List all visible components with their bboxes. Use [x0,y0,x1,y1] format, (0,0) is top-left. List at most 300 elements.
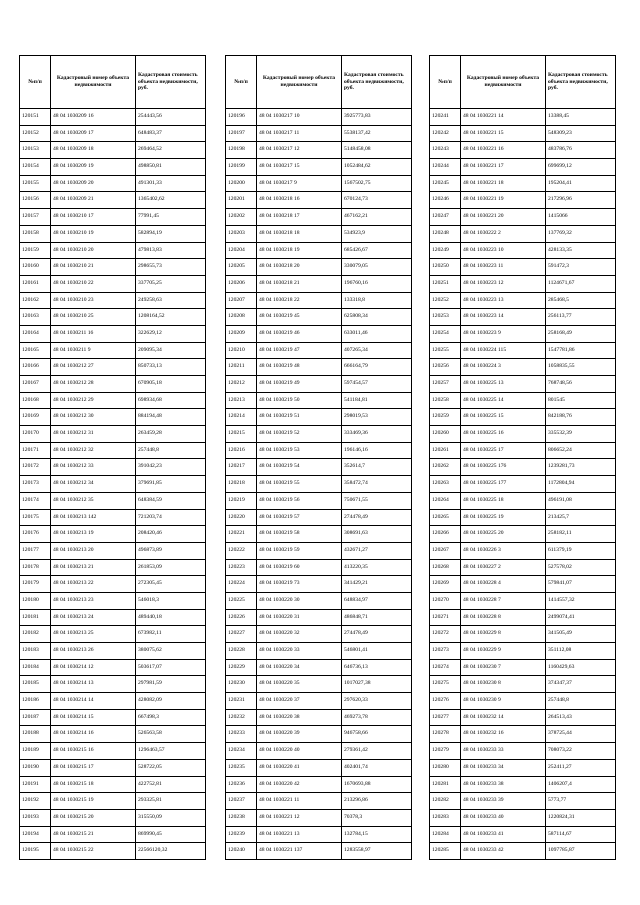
row-number: 120230 [226,676,257,693]
table-row [226,776,412,793]
row-number: 120176 [20,526,51,543]
cadastral-number: 48 04 1030210 20 [51,242,136,259]
cadastral-cost: 708073,22 [546,743,616,760]
table-row [20,676,206,693]
cadastral-number: 48 04 1030220 31 [257,609,342,626]
table-row [226,826,412,843]
table-row [226,759,412,776]
cadastral-cost: 633011,46 [342,325,412,342]
cadastral-cost: 582894,19 [136,225,206,242]
cadastral-cost: 699699,12 [546,159,616,176]
table-row [226,392,412,409]
row-number: 120211 [226,359,257,376]
row-number: 120274 [430,659,461,676]
row-number: 120235 [226,759,257,776]
cadastral-cost: 213296,86 [342,793,412,810]
cadastral-number: 48 04 1030221 18 [461,175,546,192]
cadastral-cost: 132784,15 [342,826,412,843]
table-row [20,426,206,443]
cadastral-number: 48 04 1030221 15 [461,125,546,142]
table-row [430,476,616,493]
table-row [20,142,206,159]
cadastral-cost: 252411,27 [546,759,616,776]
table-row [430,225,616,242]
cadastral-cost: 2499074,41 [546,609,616,626]
table-row [226,809,412,826]
cadastral-cost: 483786,76 [546,142,616,159]
table-row [226,359,412,376]
row-number: 120160 [20,259,51,276]
cadastral-cost: 330079,05 [342,259,412,276]
table-row [20,826,206,843]
cadastral-cost: 402401,74 [342,759,412,776]
row-number: 120201 [226,192,257,209]
cadastral-number: 48 04 1030219 45 [257,309,342,326]
cadastral-cost: 351112,08 [546,643,616,660]
cadastral-cost: 528722,05 [136,759,206,776]
cadastral-number: 48 04 1030209 19 [51,159,136,176]
cadastral-cost: 391042,23 [136,459,206,476]
table-row [226,509,412,526]
table-row [20,175,206,192]
cadastral-number: 48 04 1030220 39 [257,726,342,743]
header-num: №п/п [226,56,257,109]
row-number: 120208 [226,309,257,326]
table-row [430,209,616,226]
cadastral-cost: 721203,74 [136,509,206,526]
table-row [20,192,206,209]
header-num: №п/п [430,56,461,109]
table-row [20,342,206,359]
cadastral-number: 48 04 1030213 24 [51,609,136,626]
row-number: 120266 [430,526,461,543]
table-row [430,743,616,760]
row-number: 120276 [430,693,461,710]
row-number: 120217 [226,459,257,476]
cadastral-number: 48 04 1030228 4 [461,576,546,593]
cadastral-number: 48 04 1030219 50 [257,392,342,409]
cadastral-number: 48 04 1030225 19 [461,509,546,526]
cadastral-number: 48 04 1030225 16 [461,426,546,443]
table-row [20,209,206,226]
table-row [20,843,206,860]
table-row [226,325,412,342]
table-row [226,476,412,493]
cadastral-number: 48 04 1030211 16 [51,325,136,342]
cadastral-cost: 869990,45 [136,826,206,843]
cadastral-number: 48 04 1030214 15 [51,709,136,726]
cadastral-cost: 1283558,97 [342,843,412,860]
cadastral-cost: 358472,74 [342,476,412,493]
table-row [20,392,206,409]
table-row [226,676,412,693]
cadastral-number: 48 04 1030215 20 [51,809,136,826]
cadastral-cost: 428082,09 [136,693,206,710]
cadastral-cost: 322629,12 [136,325,206,342]
table-row [226,743,412,760]
row-number: 120253 [430,309,461,326]
table-row [430,409,616,426]
cadastral-number: 48 04 1030229 9 [461,643,546,660]
row-number: 120151 [20,109,51,126]
cadastral-number: 48 04 1030233 41 [461,826,546,843]
table-row [226,492,412,509]
cadastral-cost: 685426,67 [342,242,412,259]
row-number: 120216 [226,442,257,459]
cadastral-number: 48 04 1030223 12 [461,275,546,292]
row-number: 120180 [20,592,51,609]
row-number: 120285 [430,843,461,860]
cadastral-cost: 298655,73 [136,259,206,276]
cadastral-cost: 208420,46 [136,526,206,543]
table-row [226,192,412,209]
table-row [430,175,616,192]
row-number: 120172 [20,459,51,476]
cadastral-cost: 1415066 [546,209,616,226]
cadastral-number: 48 04 1030220 41 [257,759,342,776]
table-row [430,626,616,643]
row-number: 120255 [430,342,461,359]
table-row [430,542,616,559]
table-row [430,576,616,593]
cadastral-number: 48 04 1030220 33 [257,643,342,660]
row-number: 120284 [430,826,461,843]
table-body [20,109,206,860]
row-number: 120254 [430,325,461,342]
cadastral-cost: 428133,35 [546,242,616,259]
table-row [226,309,412,326]
cadastral-cost: 591472,3 [546,259,616,276]
cadastral-number: 48 04 1030215 16 [51,743,136,760]
cadastral-cost: 526563,58 [136,726,206,743]
table-row [20,559,206,576]
cadastral-number: 48 04 1030213 19 [51,526,136,543]
cadastral-cost: 264513,43 [546,709,616,726]
row-number: 120256 [430,359,461,376]
cadastral-cost: 341429,21 [342,576,412,593]
cadastral-number: 48 04 1030215 22 [51,843,136,860]
cadastral-number: 48 04 1030218 20 [257,259,342,276]
cadastral-number: 48 04 1030210 23 [51,292,136,309]
cadastral-number: 48 04 1030225 13 [461,376,546,393]
table-row [20,576,206,593]
cadastral-cost: 486848,71 [342,609,412,626]
row-number: 120153 [20,142,51,159]
row-number: 120231 [226,693,257,710]
cadastral-number: 48 04 1030218 22 [257,292,342,309]
row-number: 120226 [226,609,257,626]
cadastral-cost: 335532,39 [546,426,616,443]
table-row [20,125,206,142]
cadastral-number: 48 04 1030214 12 [51,659,136,676]
cadastral-cost: 422752,81 [136,776,206,793]
row-number: 120282 [430,793,461,810]
cadastral-number: 48 04 1030209 20 [51,175,136,192]
cadastral-cost: 698934,68 [136,392,206,409]
row-number: 120170 [20,426,51,443]
table-row [226,459,412,476]
row-number: 120198 [226,142,257,159]
cadastral-number: 48 04 1030221 137 [257,843,342,860]
cadastral-number: 48 04 1030233 39 [461,793,546,810]
table-row [430,643,616,660]
row-number: 120270 [430,592,461,609]
row-number: 120242 [430,125,461,142]
row-number: 120220 [226,509,257,526]
table-row [20,325,206,342]
cadastral-cost: 297620,33 [342,693,412,710]
header-cadastral: Кадастровый номер объекта недвижимости [257,56,342,109]
table-row [20,292,206,309]
row-number: 120237 [226,793,257,810]
cadastral-number: 48 04 1030210 22 [51,275,136,292]
cadastral-cost: 673982,11 [136,626,206,643]
cadastral-number: 48 04 1030217 11 [257,125,342,142]
cadastral-cost: 209095,34 [136,342,206,359]
table-row [226,275,412,292]
row-number: 120171 [20,442,51,459]
header-cost: Кадастровая стоимость объекта недвижимости, руб. [136,56,206,109]
cadastral-cost: 298019,53 [342,409,412,426]
row-number: 120239 [226,826,257,843]
table-row [20,659,206,676]
cadastral-cost: 257448,8 [546,693,616,710]
cadastral-cost: 648834,97 [342,592,412,609]
cadastral-number: 48 04 1030223 9 [461,325,546,342]
row-number: 120195 [20,843,51,860]
row-number: 120188 [20,726,51,743]
table-row [20,526,206,543]
row-number: 120258 [430,392,461,409]
cadastral-number: 48 04 1030213 21 [51,559,136,576]
row-number: 120169 [20,409,51,426]
table-body [226,109,412,860]
cadastral-cost: 1220824,31 [546,809,616,826]
cadastral-number: 48 04 1030232 16 [461,726,546,743]
cadastral-number: 48 04 1030221 17 [461,159,546,176]
cadastral-cost: 1567502,75 [342,175,412,192]
row-number: 120210 [226,342,257,359]
row-number: 120259 [430,409,461,426]
row-number: 120164 [20,325,51,342]
cadastral-cost: 3925773,83 [342,109,412,126]
row-number: 120152 [20,125,51,142]
cadastral-number: 48 04 1030212 27 [51,359,136,376]
row-number: 120165 [20,342,51,359]
cadastral-number: 48 04 1030229 8 [461,626,546,643]
table-row [20,359,206,376]
table-row [430,242,616,259]
cadastral-number: 48 04 1030233 34 [461,759,546,776]
row-number: 120187 [20,709,51,726]
table-row [226,225,412,242]
cadastral-number: 48 04 1030221 13 [257,826,342,843]
cadastral-number: 48 04 1030219 54 [257,459,342,476]
row-number: 120228 [226,643,257,660]
cadastral-cost: 258182,11 [546,526,616,543]
cadastral-number: 48 04 1030219 46 [257,325,342,342]
cadastral-number: 48 04 1030225 177 [461,476,546,493]
cadastral-cost: 1239281,73 [546,459,616,476]
table-row [20,259,206,276]
row-number: 120168 [20,392,51,409]
cadastral-cost: 261853,09 [136,559,206,576]
table-row [20,376,206,393]
cadastral-cost: 432671,27 [342,542,412,559]
cadastral-number: 48 04 1030230 8 [461,676,546,693]
cadastral-number: 48 04 1030215 18 [51,776,136,793]
table-row [226,709,412,726]
cadastral-cost: 801545 [546,392,616,409]
row-number: 120178 [20,559,51,576]
cadastral-number: 48 04 1030221 16 [461,142,546,159]
table-row [20,592,206,609]
row-number: 120268 [430,559,461,576]
row-number: 120207 [226,292,257,309]
row-number: 120243 [430,142,461,159]
cadastral-cost: 5773,77 [546,793,616,810]
cadastral-number: 48 04 1030210 19 [51,225,136,242]
cadastral-cost: 611379,19 [546,542,616,559]
table-row [430,259,616,276]
cadastral-cost: 625808,34 [342,309,412,326]
cadastral-cost: 274478,49 [342,626,412,643]
cadastral-cost: 469273,78 [342,709,412,726]
cadastral-cost: 579841,07 [546,576,616,593]
row-number: 120264 [430,492,461,509]
row-number: 120232 [226,709,257,726]
row-number: 120222 [226,542,257,559]
row-number: 120223 [226,559,257,576]
cadastral-cost: 489440,18 [136,609,206,626]
cadastral-cost: 646736,13 [342,659,412,676]
table-row [20,242,206,259]
cadastral-number: 48 04 1030219 60 [257,559,342,576]
cadastral-number: 48 04 1030221 12 [257,809,342,826]
table-row [20,225,206,242]
table-row [226,559,412,576]
row-number: 120183 [20,643,51,660]
cadastral-cost: 491301,33 [136,175,206,192]
row-number: 120248 [430,225,461,242]
cadastral-number: 48 04 1030213 23 [51,592,136,609]
cadastral-number: 48 04 1030211 9 [51,342,136,359]
table-row [430,526,616,543]
cadastral-number: 48 04 1030227 2 [461,559,546,576]
row-number: 120240 [226,843,257,860]
table-row [226,376,412,393]
table-row [430,676,616,693]
cadastral-number: 48 04 1030225 14 [461,392,546,409]
row-number: 120275 [430,676,461,693]
cadastral-number: 48 04 1030212 33 [51,459,136,476]
cadastral-number: 48 04 1030220 30 [257,592,342,609]
cadastral-number: 48 04 1030219 48 [257,359,342,376]
row-number: 120252 [430,292,461,309]
cadastral-cost: 750671,55 [342,492,412,509]
cadastral-cost: 850733,13 [136,359,206,376]
row-number: 120202 [226,209,257,226]
cadastral-cost: 597454,57 [342,376,412,393]
cadastral-number: 48 04 1030225 15 [461,409,546,426]
cadastral-cost: 541184,81 [342,392,412,409]
row-number: 120251 [430,275,461,292]
cadastral-number: 48 04 1030225 176 [461,459,546,476]
header-num: №п/п [20,56,51,109]
row-number: 120225 [226,592,257,609]
cadastral-cost: 249258,63 [136,292,206,309]
table-row [20,809,206,826]
table-row [226,175,412,192]
row-number: 120213 [226,392,257,409]
table-row [430,759,616,776]
cadastral-cost: 670905,18 [136,376,206,393]
cadastral-cost: 217296,96 [546,192,616,209]
table-row [430,693,616,710]
row-number: 120246 [430,192,461,209]
cadastral-number: 48 04 1030212 30 [51,409,136,426]
table-row [430,843,616,860]
cadastral-number: 48 04 1030225 17 [461,442,546,459]
row-number: 120204 [226,242,257,259]
row-number: 120199 [226,159,257,176]
table-row [430,826,616,843]
cadastral-number: 48 04 1030220 32 [257,626,342,643]
cadastral-number: 48 04 1030219 49 [257,376,342,393]
row-number: 120279 [430,743,461,760]
table-row [20,476,206,493]
cadastral-number: 48 04 1030215 21 [51,826,136,843]
row-number: 120249 [430,242,461,259]
row-number: 120257 [430,376,461,393]
table-row [20,309,206,326]
cadastral-cost: 1296463,57 [136,743,206,760]
table-row [226,109,412,126]
table-right [429,55,616,860]
cadastral-number: 48 04 1030215 19 [51,793,136,810]
row-number: 120200 [226,175,257,192]
cadastral-cost: 341505,49 [546,626,616,643]
table-row [226,292,412,309]
row-number: 120163 [20,309,51,326]
table-row [20,492,206,509]
row-number: 120189 [20,743,51,760]
cadastral-cost: 285468,5 [546,292,616,309]
cadastral-cost: 293325,81 [136,793,206,810]
table-row [20,542,206,559]
cadastral-cost: 884194,48 [136,409,206,426]
cadastral-number: 48 04 1030233 42 [461,843,546,860]
row-number: 120280 [430,759,461,776]
table-row [430,659,616,676]
row-number: 120167 [20,376,51,393]
table-row [430,609,616,626]
table-row [226,793,412,810]
table-row [226,159,412,176]
row-number: 120233 [226,726,257,743]
cadastral-number: 48 04 1030217 12 [257,142,342,159]
cadastral-cost: 587114,67 [546,826,616,843]
cadastral-number: 48 04 1030219 58 [257,526,342,543]
cadastral-cost: 1547781,86 [546,342,616,359]
cadastral-number: 48 04 1030218 18 [257,225,342,242]
cadastral-number: 48 04 1030212 29 [51,392,136,409]
cadastral-number: 48 04 1030228 8 [461,609,546,626]
cadastral-cost: 648483,37 [136,125,206,142]
row-number: 120158 [20,225,51,242]
cadastral-cost: 546018,3 [136,592,206,609]
cadastral-cost: 548309,23 [546,125,616,142]
